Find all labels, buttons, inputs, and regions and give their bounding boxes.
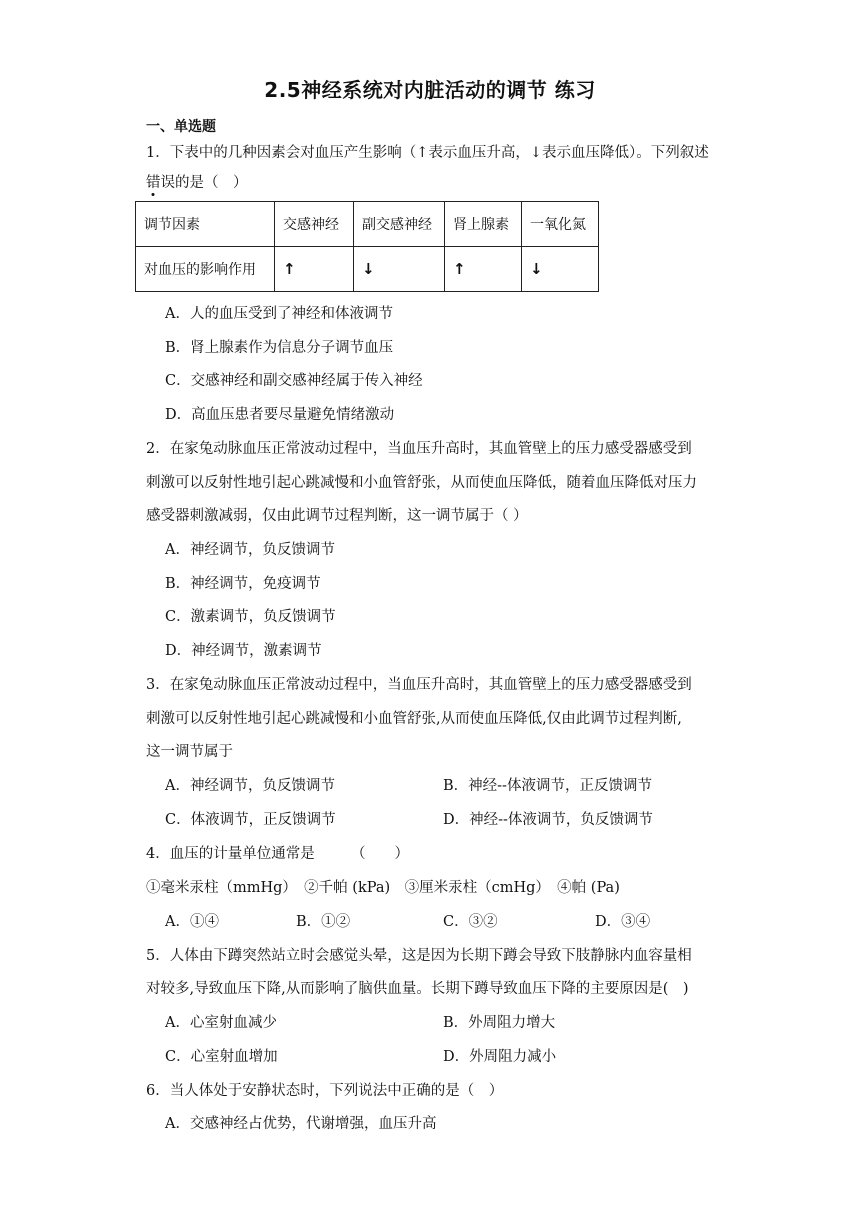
- down-arrow-icon: ↓: [354, 247, 445, 292]
- table-cell: 肾上腺素: [445, 202, 522, 247]
- q3-stem-line2: 刺激可以反射性地引起心跳减慢和小血管舒张,从而使血压降低,仅由此调节过程判断,: [146, 711, 682, 727]
- q6-option-a[interactable]: A．交感神经占优势，代谢增强，血压升高: [165, 1116, 437, 1132]
- q1-stem-line2-rest: 误的是（ ）: [160, 175, 248, 191]
- q3-option-b[interactable]: B．神经--体液调节，正反馈调节: [443, 778, 652, 794]
- down-arrow-icon: ↓: [522, 247, 599, 292]
- q3-stem-line3: 这一调节属于: [146, 744, 233, 760]
- q2-stem-line2: 刺激可以反射性地引起心跳减慢和小血管舒张，从而使血压降低，随着血压降低对压力: [146, 475, 697, 491]
- q1-stem-line2: [146, 171, 248, 192]
- q4-option-d[interactable]: D．③④: [595, 914, 651, 930]
- q1-option-a[interactable]: A．人的血压受到了神经和体液调节: [165, 306, 393, 322]
- q1-stem-line1: 1．下表中的几种因素会对血压产生影响（↑表示血压升高，↓表示血压降低）。下列叙述: [146, 145, 709, 161]
- q1-option-b[interactable]: B．肾上腺素作为信息分子调节血压: [165, 340, 394, 356]
- q1-option-d[interactable]: D．高血压患者要尽量避免情绪激动: [165, 407, 395, 423]
- q3-stem-line1: 3．在家兔动脉血压正常波动过程中，当血压升高时，其血管壁上的压力感受器感受到: [146, 677, 692, 693]
- table-cell: 副交感神经: [354, 202, 445, 247]
- table-row-values: [136, 247, 599, 292]
- up-arrow-icon: ↑: [275, 247, 354, 292]
- q5-option-c[interactable]: C．心室射血增加: [165, 1049, 278, 1065]
- page-title: 2.5神经系统对内脏活动的调节 练习: [264, 78, 596, 102]
- q6-stem: 6．当人体处于安静状态时，下列说法中正确的是（ ）: [146, 1083, 504, 1099]
- q4-option-b[interactable]: B．①②: [296, 914, 351, 930]
- q2-option-a[interactable]: A．神经调节，负反馈调节: [165, 542, 335, 558]
- table-row-header: [136, 202, 599, 247]
- q1-option-c[interactable]: C．交感神经和副交感神经属于传入神经: [165, 373, 423, 389]
- table-cell: 调节因素: [136, 202, 275, 247]
- q4-units-list: ①毫米汞柱（mmHg） ②千帕 (kPa) ③厘米汞柱（cmHg） ④帕 (Pa): [146, 880, 620, 896]
- table-cell: 对血压的影响作用: [136, 247, 275, 292]
- section-heading: 一、单选题: [146, 119, 216, 135]
- q3-option-a[interactable]: A．神经调节，负反馈调节: [165, 778, 335, 794]
- table-cell: 一氧化氮: [522, 202, 599, 247]
- q4-option-a[interactable]: A．①④: [165, 914, 219, 930]
- q5-stem-line2: 对较多,导致血压下降,从而影响了脑供血量。长期下蹲导致血压下降的主要原因是( ): [146, 981, 689, 997]
- table-cell: 交感神经: [275, 202, 354, 247]
- q2-stem-line1: 2．在家兔动脉血压正常波动过程中，当血压升高时，其血管壁上的压力感受器感受到: [146, 441, 692, 457]
- q3-option-d[interactable]: D．神经--体液调节，负反馈调节: [443, 812, 653, 828]
- q2-option-b[interactable]: B．神经调节，免疫调节: [165, 576, 321, 592]
- q2-option-d[interactable]: D．神经调节，激素调节: [165, 643, 322, 659]
- q1-emphasis-char: 错: [146, 175, 161, 191]
- q5-option-a[interactable]: A．心室射血减少: [165, 1015, 277, 1031]
- q4-stem: 4．血压的计量单位通常是 （ ）: [146, 846, 409, 862]
- q5-option-d[interactable]: D．外周阻力减小: [443, 1049, 557, 1065]
- q3-option-c[interactable]: C．体液调节，正反馈调节: [165, 812, 336, 828]
- q4-option-c[interactable]: C．③②: [443, 914, 498, 930]
- q5-stem-line1: 5．人体由下蹲突然站立时会感觉头晕，这是因为长期下蹲会导致下肢静脉内血容量相: [146, 948, 692, 964]
- q2-stem-line3: 感受器刺激减弱，仅由此调节过程判断，这一调节属于（ ）: [146, 508, 528, 524]
- up-arrow-icon: ↑: [445, 247, 522, 292]
- q2-option-c[interactable]: C．激素调节，负反馈调节: [165, 609, 336, 625]
- q5-option-b[interactable]: B．外周阻力增大: [443, 1015, 556, 1031]
- q1-table: [135, 201, 599, 292]
